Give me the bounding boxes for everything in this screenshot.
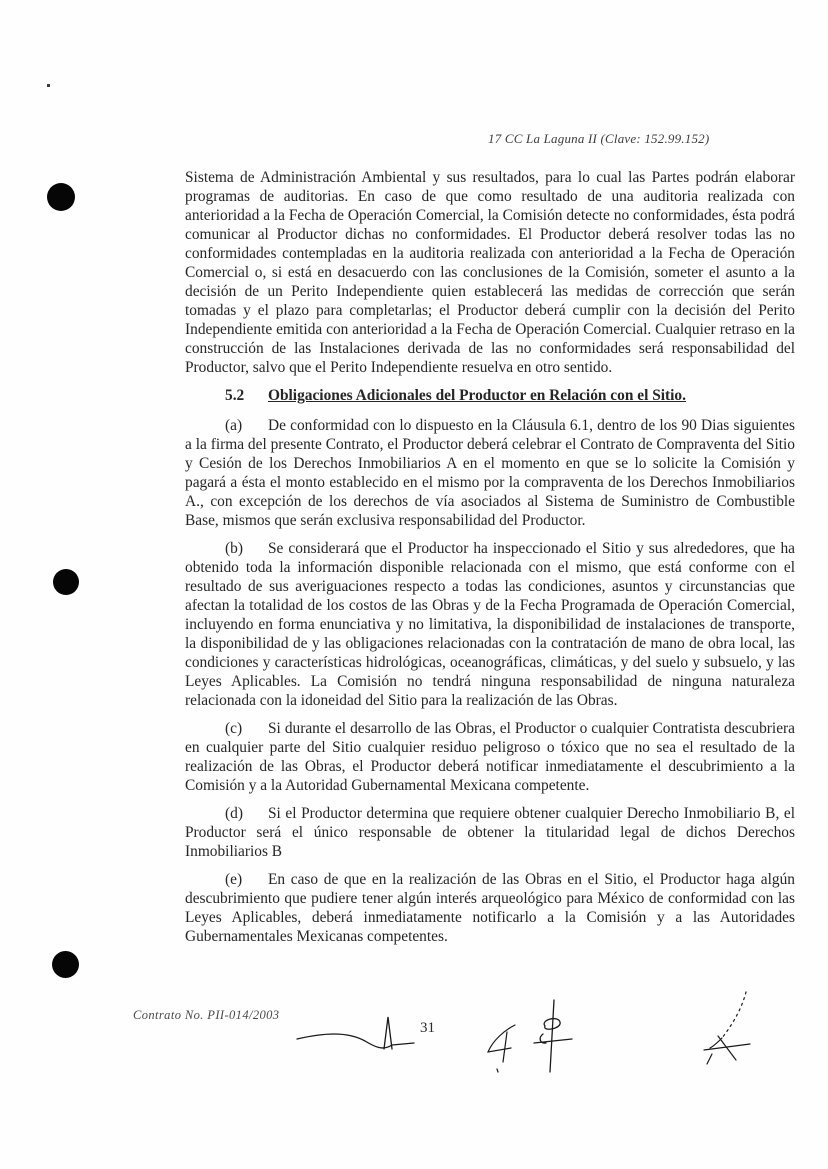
signature-initials-1 [483, 1022, 529, 1076]
hole-punch-mark [52, 951, 79, 978]
clause-b [185, 539, 795, 710]
clause-c [185, 719, 795, 795]
intro-paragraph: Sistema de Administración Ambiental y sus resultados, para lo cual las Partes podrán elaborar programas de auditorias. En caso de que como resultado de una auditoria realizada con anterioridad a la Fecha de Operación Comercial, la Comisión detecte no conformidades, ésta podrá comunicar al Productor dichas no conformidades. El Productor deberá resolver todas las no conformidades contempladas en la auditoria realizada con anterioridad a la Fecha de Operación Comercial o, si está en desacuerdo con las conclusiones de la Comisión, someter el asunto a la decisión de un Perito Independiente quien establecerá las medidas de corrección que serán tomadas y el plazo para completarlas; el Productor deberá cumplir con la decisión del Perito Independiente emitida con anterioridad a la Fecha de Operación Comercial. Cualquier retraso en la construcción de las Instalaciones derivada de las no conformidades será responsabilidad del Productor, salvo que el Perito Independiente resuelva en otro sentido. [185, 169, 795, 376]
clause-c-label: (c) [225, 720, 243, 737]
footer-contract-number: Contrato No. PII-014/2003 [133, 1008, 280, 1022]
section-heading-5-2 [185, 386, 795, 405]
clause-b-label: (b) [225, 540, 243, 557]
clause-e [185, 870, 795, 946]
clause-a [185, 416, 795, 530]
clause-e-label: (e) [225, 871, 243, 888]
hole-punch-mark [53, 569, 79, 595]
contract-body [185, 168, 795, 955]
scan-speck [47, 84, 50, 87]
section-number: 5.2 [225, 387, 245, 404]
document-header-reference: 17 CC La Laguna II (Clave: 152.99.152) [488, 131, 710, 146]
clause-a-text: De conformidad con lo dispuesto en la Cláusula 6.1, dentro de los 90 Dias siguientes a la firma del presente Contrato, el Productor deberá celebrar el Contrato de Compraventa del Sitio y Cesión de los Derechos Inmobiliarios A en el momento en que se lo solicite la Comisión y pagará a ésta el monto establecido en el mismo por la compraventa de los Derechos Inmobiliarios A., con excepción de los derechos de vía asociados al Sistema de Suministro de Combustible Base, mismos que serán exclusiva responsabilidad del Productor. [185, 417, 795, 529]
clause-a-label: (a) [225, 417, 243, 434]
signature-initials-3 [698, 988, 756, 1072]
clause-d-label: (d) [225, 805, 243, 822]
clause-e-text: En caso de que en la realización de las Obras en el Sitio, el Productor haga algún descubrimiento que pudiere tener algún interés arqueológico para México de conformidad con las Leyes Aplicables, deberá inmediatamente notificarlo a la Comisión y a las Autoridades Gubernamentales Mexicanas competentes. [185, 871, 795, 945]
signature-swoosh [295, 1012, 417, 1058]
clause-d [185, 804, 795, 861]
section-title: Obligaciones Adicionales del Productor en Relación con el Sitio. [268, 387, 686, 404]
signature-initials-2 [527, 998, 577, 1078]
clause-d-text: Si el Productor determina que requiere obtener cualquier Derecho Inmobiliario B, el Productor será el único responsable de obtener la titularidad legal de dichos Derechos Inmobiliarios B [185, 805, 795, 860]
page-number: 31 [420, 1020, 435, 1036]
clause-b-text: Se considerará que el Productor ha inspeccionado el Sitio y sus alrededores, que ha obtenido toda la información disponible relacionada con el mismo, que está conforme con el resultado de sus averiguaciones respecto a todas las condiciones, asuntos y circunstancias que afectan la totalidad de los costos de las Obras y de la Fecha Programada de Operación Comercial, incluyendo en forma enunciativa y no limitativa, la disponibilidad de instalaciones de transporte, la disponibilidad de y las obligaciones relacionadas con la contratación de mano de obra local, las condiciones y características hidrológicas, oceanográficas, climáticas, y del suelo y subsuelo, y las Leyes Aplicables. La Comisión no tendrá ninguna responsabilidad de ninguna naturaleza relacionada con la idoneidad del Sitio para la realización de las Obras. [185, 540, 795, 709]
clause-c-text: Si durante el desarrollo de las Obras, el Productor o cualquier Contratista descubriera en cualquier parte del Sitio cualquier residuo peligroso o tóxico que no sea el resultado de la realización de las Obras, el Productor deberá notificar inmediatamente el descubrimiento a la Comisión y a la Autoridad Gubernamental Mexicana competente. [185, 720, 795, 794]
hole-punch-mark [47, 183, 75, 211]
